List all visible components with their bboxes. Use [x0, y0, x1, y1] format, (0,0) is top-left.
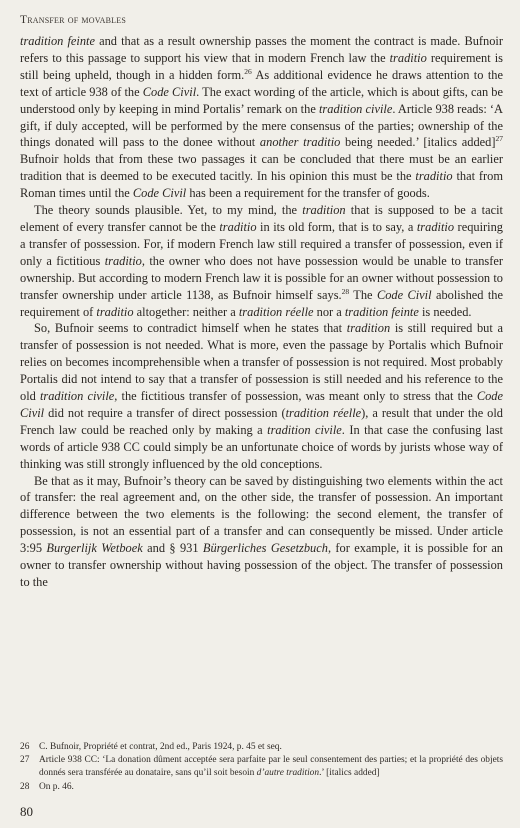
paragraph [20, 202, 503, 320]
italic-text: another traditio [259, 135, 341, 150]
footnote-text [39, 781, 503, 794]
text-run: that from Roman times until the [20, 169, 503, 201]
italic-text: tradition [302, 203, 346, 218]
text-run: As additional evidence he draws attention to the text of article 938 of the [20, 67, 503, 99]
paragraph [20, 473, 503, 591]
italic-text: tradition feinte [344, 304, 419, 319]
footnotes [20, 741, 503, 794]
italic-text: tradition réelle [285, 405, 362, 420]
footnote-marker: 28 [341, 286, 350, 296]
text-run: On p. 46. [39, 781, 74, 792]
text-run: altogether: neither a [133, 304, 239, 319]
paragraph [20, 320, 503, 472]
text-run: C. Bufnoir, Propriété et contrat, 2nd ed., Paris 1924, p. 45 et seq. [39, 742, 282, 752]
text-run: requirement is still being upheld, though in a hidden form. [20, 50, 503, 82]
text-run: ), a result that under the old French law could be reached only by making a [20, 405, 503, 437]
text-run: Be that as it may, Bufnoir’s theory can be saved by distinguishing two elements within the act of transfer: the real agreement and, on the other side, the transfer of possession. An important difference between the two elements is the following: the second element, the transfer of possession, is not an essential part of a transfer and can consequently be missed. Under article 3:95 [20, 473, 503, 556]
italic-text: Burgerlijk Wetboek [46, 541, 143, 556]
italic-text: d’autre tradition [256, 768, 320, 779]
text-run: that is supposed to be a tacit element of every transfer cannot be the [20, 203, 503, 234]
page-number: 80 [20, 804, 33, 819]
italic-text: traditio [96, 304, 134, 319]
italic-text: Bürgerliches Gesetzbuch [202, 541, 328, 556]
running-header: Transfer of movables [20, 14, 126, 26]
text-run: . The exact wording of the article, which is about gifts, can be understood only by keeping in mind Portalis’ remark on the [20, 84, 503, 116]
italic-text: tradition feinte [20, 34, 95, 48]
text-run: . Article 938 reads: ‘A gift, if duly accepted, will be performed by the mere consensus of the parties; ownership of the things donated will pass to the donee without [20, 101, 503, 150]
footnote [20, 754, 503, 780]
footnote-number: 28 [20, 781, 30, 792]
italic-text: tradition civile [39, 389, 115, 404]
text-run: did not require a transfer of direct possession ( [44, 405, 286, 420]
italic-text: traditio [219, 219, 257, 234]
text-run: .’ [italics added] [319, 768, 380, 779]
text-run: and that as a result ownership passes the moment the contract is made. Bufnoir refers to this passage to support his view that in modern French law the [20, 34, 503, 65]
footnote-marker: 26 [244, 66, 252, 76]
text-run: So, Bufnoir seems to contradict himself when he states that [34, 321, 347, 336]
text-run: The [349, 287, 377, 302]
footnote-text [39, 741, 503, 754]
text-run: The theory sounds plausible. Yet, to my mind, the [34, 203, 303, 218]
text-run: nor a [313, 304, 345, 319]
text-run: Bufnoir holds that from these two passages it can be concluded that there must be an earlier tradition that is deemed to be executed tacitly. In his opinion this must be the [20, 152, 503, 184]
italic-text: traditio [389, 50, 427, 65]
text-run: . In that case the confusing last words of article 938 CC could simply be an unfortunate choice of words by jurists whose way of thinking was still strongly influenced by the old conceptions. [20, 422, 503, 471]
text-run: in its old form, that is to say, a [256, 219, 417, 234]
body-text [20, 33, 503, 591]
text-run: being needed.’ [italics added] [340, 135, 496, 150]
italic-text: tradition civile [267, 422, 342, 437]
italic-text: Code Civil [142, 84, 197, 99]
italic-text: traditio [104, 253, 142, 268]
italic-text: traditio [416, 219, 455, 234]
italic-text: Code Civil [376, 287, 432, 302]
footnote-marker: 27 [495, 134, 503, 144]
italic-text: tradition [346, 321, 391, 336]
text-run: is still required but a transfer of possession is not needed. What is more, even the passage by Portalis which Bufnoir relies on becomes incomprehensible when a transfer of possession is not required. Most probably Portalis did not intend to say that a transfer of possession is still needed and his reference to the old [20, 321, 503, 404]
paragraph [20, 33, 503, 202]
footnote-number: 26 [20, 742, 30, 752]
text-run: has been a requirement for the transfer of goods. [186, 186, 430, 201]
text-run: requiring a transfer of possession. For, if modern French law still required a transfer of possession, even if only a fictitious [20, 219, 503, 268]
italic-text: Code Civil [132, 186, 187, 201]
text-run: Article 938 CC: ‘La donation dûment acceptée sera parfaite par le seul consentement des parties; et la propriété des objets donnés sera transférée au donataire, sans qu’il soit besoin [39, 755, 503, 779]
text-run: , for example, it is possible for an owner to transfer ownership without having possession of the object. The transfer of possession to the [20, 541, 504, 589]
text-run: , the fictitious transfer of possession, was meant only to stress that the [114, 389, 477, 404]
italic-text: Code Civil [20, 389, 503, 420]
italic-text: traditio [415, 169, 453, 184]
italic-text: tradition civile [318, 101, 393, 116]
text-run: , the owner who does not have possession would be unable to transfer ownership. But according to modern French law it is possible for an owner without possession to transfer ownership under article 1138, as Bufnoir himself says. [20, 253, 503, 302]
footnote-number: 27 [20, 755, 30, 766]
footnote-text [39, 754, 503, 780]
italic-text: tradition réelle [238, 304, 314, 319]
footnote [20, 741, 503, 754]
text-run: abolished the requirement of [20, 287, 503, 319]
text-run: is needed. [418, 304, 472, 319]
footnote [20, 781, 503, 794]
text-run: and § 931 [142, 541, 203, 556]
